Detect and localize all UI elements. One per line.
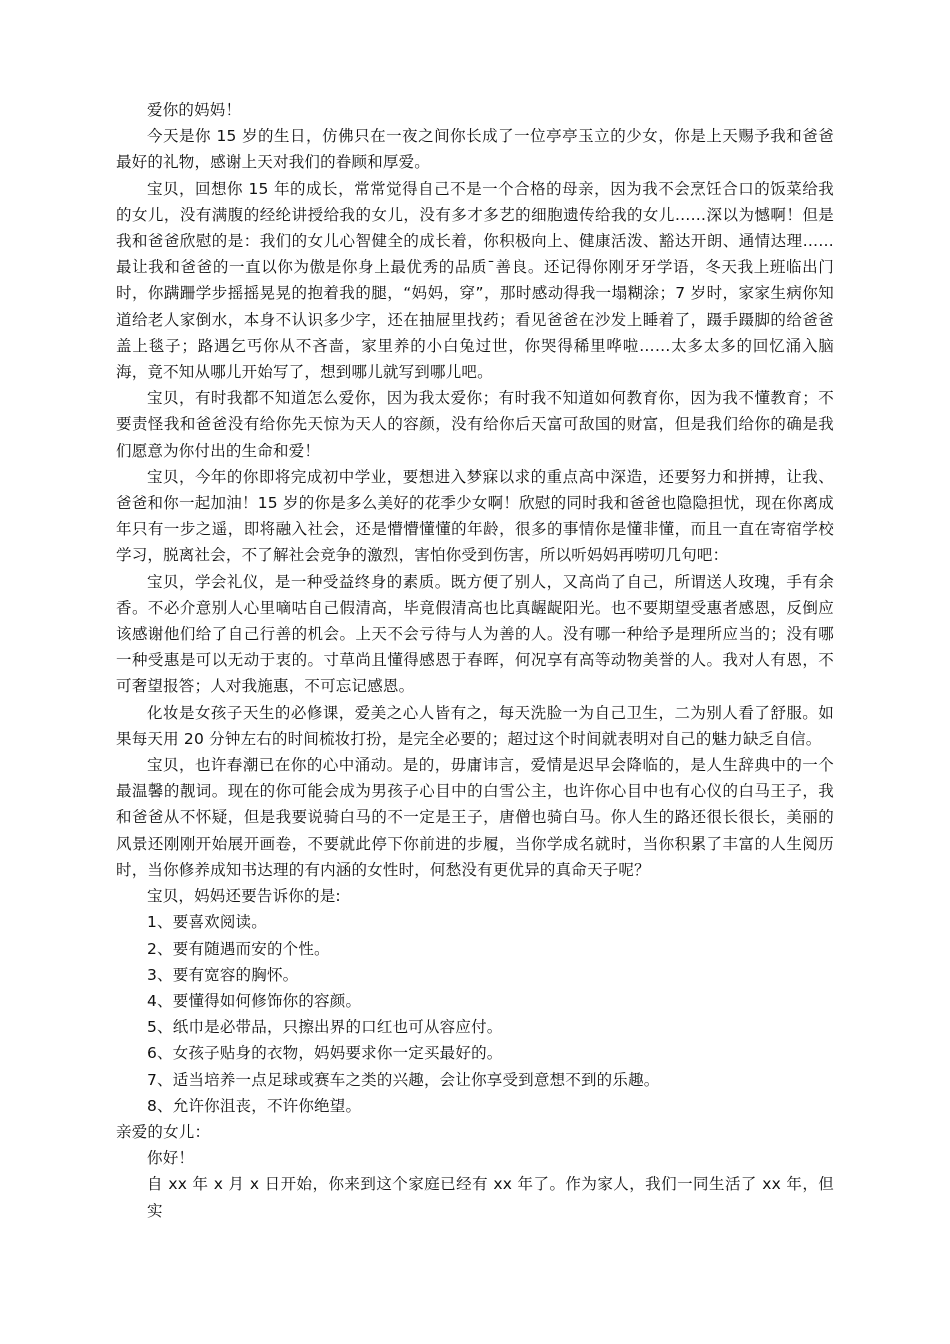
paragraph-love: 宝贝，有时我都不知道怎么爱你，因为我太爱你；有时我不知道如何教育你，因为我不懂教育；不要责怪我和爸爸没有给你先天惊为天人的容颜，没有给你后天富可敌国的财富，但是我们给你的确是我们愿意为你付出的生命和爱！: [116, 389, 834, 460]
list-item: 8、允许你沮丧，不许你绝望。: [147, 1096, 362, 1115]
letter2-greeting: 你好！: [147, 1149, 195, 1168]
list-item: 4、要懂得如何修饰你的容颜。: [147, 991, 362, 1010]
letter2-salutation: 亲爱的女儿：: [116, 1122, 211, 1141]
paragraph-birthday: 今天是你 15 岁的生日，仿佛只在一夜之间你长成了一位亭亭玉立的少女，你是上天赐予我和爸爸最好的礼物，感谢上天对我们的眷顾和厚爱。: [116, 127, 834, 172]
list-item: 1、要喜欢阅读。: [147, 913, 267, 932]
list-item: 5、纸巾是必带品，只擦出界的口红也可从容应付。: [147, 1018, 503, 1037]
list-item: 6、女孩子贴身的衣物，妈妈要求你一定买最好的。: [147, 1044, 503, 1063]
paragraph-school: 宝贝，今年的你即将完成初中学业，要想进入梦寐以求的重点高中深造，还要努力和拼搏，让我、爸爸和你一起加油！15 岁的你是多么美好的花季少女啊！欣慰的同时我和爸爸也隐隐担忧，现在你离成年只有一步之遥，即将融入社会，还是懵懵懂懂的年龄，很多的事情你是懂非懂，而且一直在寄宿学校学习，脱离社会，不了解社会竞争的激烈，害怕你受到伤害，所以听妈妈再唠叨几句吧：: [116, 467, 834, 565]
list-item: 7、适当培养一点足球或赛车之类的兴趣，会让你享受到意想不到的乐趣。: [147, 1070, 660, 1089]
paragraph-makeup: 化妆是女孩子天生的必修课，爱美之心人皆有之，每天洗脸一为自己卫生，二为别人看了舒服。如果每天用 20 分钟左右的时间梳妆打扮，是完全必要的；超过这个时间就表明对自己的魅力缺乏自信。: [116, 703, 834, 748]
document-page: [116, 97, 834, 1224]
paragraph-etiquette: 宝贝，学会礼仪，是一种受益终身的素质。既方便了别人，又高尚了自己，所谓送人玫瑰，手有余香。不必介意别人心里嘀咕自己假清高，毕竟假清高也比真龌龊阳光。也不要期望受惠者感恩，反倒应该感谢他们给了自己行善的机会。上天不会亏待与人为善的人。没有哪一种给予是理所应当的；没有哪一种受惠是可以无动于衷的。寸草尚且懂得感恩于春晖，何况享有高等动物美誉的人。我对人有恩，不可奢望报答；人对我施惠，不可忘记感恩。: [116, 572, 834, 696]
paragraph-list-intro: 宝贝，妈妈还要告诉你的是:: [147, 887, 341, 906]
closing-line: 爱你的妈妈！: [147, 101, 242, 119]
paragraph-memories: 宝贝，回想你 15 年的成长，常常觉得自己不是一个合格的母亲，因为我不会烹饪合口的饭菜给我的女儿，没有满腹的经纶讲授给我的女儿，没有多才多艺的细胞遗传给我的女儿……深以为憾啊！但是我和爸爸欣慰的是：我们的女儿心智健全的成长着，你积极向上、健康活泼、豁达开朗、通情达理……最让我和爸爸的一直以你为傲是你身上最优秀的品质¯善良。还记得你刚牙牙学语，冬天我上班临出门时，你蹒跚学步摇摇晃晃的抱着我的腿，“妈妈，穿”，那时感动得我一塌糊涂；7 岁时，家家生病你知道给老人家倒水，本身不认识多少字，还在抽屉里找药；看见爸爸在沙发上睡着了，蹑手蹑脚的给爸爸盖上毯子；路遇乞丐你从不吝啬，家里养的小白兔过世，你哭得稀里哗啦……太多太多的回忆涌入脑海，竟不知从哪儿开始写了，想到哪儿就写到哪儿吧。: [116, 179, 834, 382]
paragraph-romance: 宝贝，也许春潮已在你的心中涌动。是的，毋庸讳言，爱情是迟早会降临的，是人生辞典中的一个最温馨的靓词。现在的你可能会成为男孩子心目中的白雪公主，也许你心目中也有心仪的白马王子，我和爸爸从不怀疑，但是我要说骑白马的不一定是王子，唐僧也骑白马。你人生的路还很长很长，美丽的风景还刚刚开始展开画卷，不要就此停下你前进的步履，当你学成名就时，当你积累了丰富的人生阅历时，当你修养成知书达理的有内涵的女性时，何愁没有更优异的真命天子呢？: [116, 756, 834, 879]
list-item: 3、要有宽容的胸怀。: [147, 965, 299, 984]
letter2-first-line: 自 xx 年 x 月 x 日开始，你来到这个家庭已经有 xx 年了。作为家人，我们一同生活了 xx 年，但实: [147, 1175, 834, 1220]
list-item: 2、要有随遇而安的个性。: [147, 939, 330, 958]
